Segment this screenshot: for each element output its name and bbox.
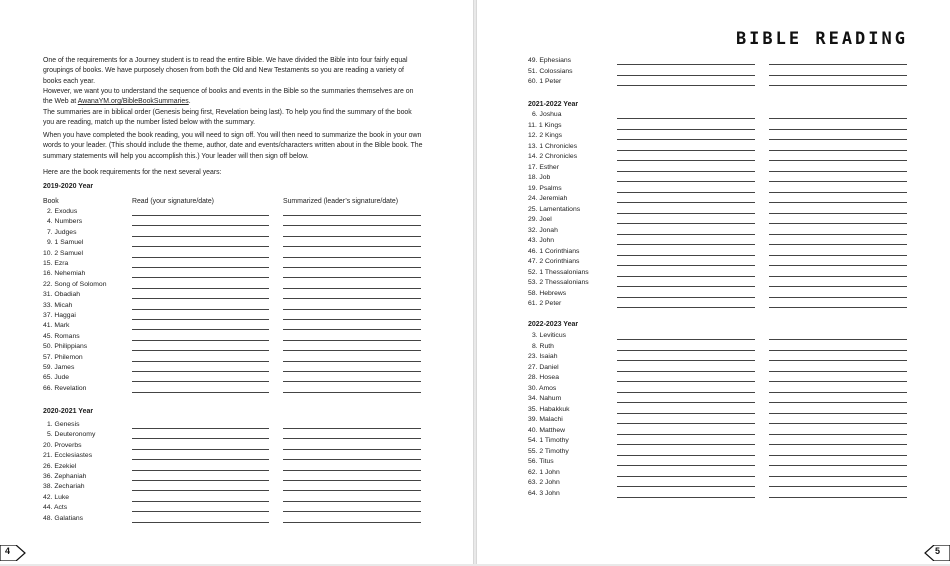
read-signature-line[interactable] (132, 449, 269, 450)
page-number-left (0, 545, 26, 561)
read-signature-line[interactable] (617, 497, 755, 498)
book-item: 42. Luke (43, 493, 70, 501)
book-item: 4. Numbers (47, 218, 83, 226)
summary-signature-line[interactable] (283, 309, 421, 310)
summary-signature-line[interactable] (769, 85, 907, 86)
summary-signature-line[interactable] (283, 298, 421, 299)
book-item: 45. Romans (43, 332, 80, 340)
page-title: BIBLE READING (735, 29, 908, 49)
read-signature-line[interactable] (132, 215, 269, 216)
year-heading-2021: 2021-2022 Year (528, 101, 579, 108)
book-item: 30. Amos (528, 384, 557, 392)
read-signature-line[interactable] (132, 236, 269, 237)
intro-paragraph: One of the requirements for a Journey student is to read the entire Bible. We have divided the Bible into four fairly equal groupings of books. We have purposely chosen from both the Old and New Testaments so you are reading a variety of books each year. (43, 57, 408, 85)
read-signature-line[interactable] (617, 234, 755, 235)
book-item: 65. Jude (43, 374, 70, 382)
summary-signature-line[interactable] (769, 171, 907, 172)
book-item: 40. Matthew (528, 426, 566, 434)
read-signature-line[interactable] (132, 459, 269, 460)
read-signature-line[interactable] (132, 392, 269, 393)
summary-signature-line[interactable] (769, 255, 907, 256)
book-item: 25. Lamentations (528, 205, 581, 213)
page-number-text: 4 (5, 546, 11, 556)
read-signature-line[interactable] (617, 244, 755, 245)
column-header-summarized: Summarized (leader’s signature/date) (283, 198, 399, 205)
page-tab-icon (0, 545, 26, 561)
summary-signature-line[interactable] (283, 480, 421, 481)
read-signature-line[interactable] (132, 309, 269, 310)
book-item: 5. Deuteronomy (47, 431, 96, 439)
read-signature-line[interactable] (617, 371, 755, 372)
read-signature-line[interactable] (617, 202, 755, 203)
read-signature-line[interactable] (617, 434, 755, 435)
book-item: 7. Judges (47, 228, 77, 236)
read-signature-line[interactable] (617, 392, 755, 393)
book-item: 39. Malachi (528, 416, 563, 423)
column-header-read: Read (your signature/date) (132, 198, 214, 205)
read-signature-line[interactable] (617, 255, 755, 256)
read-signature-line[interactable] (132, 288, 269, 289)
read-signature-line[interactable] (617, 276, 755, 277)
read-signature-line[interactable] (617, 118, 755, 119)
book-item: 49. Ephesians (528, 57, 572, 64)
book-item: 2. Exodus (47, 208, 78, 215)
summary-signature-line[interactable] (769, 213, 907, 214)
summary-signature-line[interactable] (769, 139, 907, 140)
book-item: 3. Leviticus (532, 332, 567, 339)
book-item: 28. Hosea (528, 374, 559, 381)
book-item: 53. 2 Thessalonians (528, 279, 589, 286)
summary-signature-line[interactable] (283, 267, 421, 268)
book-item: 57. Philemon (43, 353, 83, 361)
book-item: 10. 2 Samuel (43, 249, 84, 257)
summary-signature-line[interactable] (283, 392, 421, 393)
read-signature-line[interactable] (617, 85, 755, 86)
book-item: 38. Zechariah (43, 483, 85, 491)
read-signature-line[interactable] (132, 257, 269, 258)
column-header-book: Book (43, 198, 59, 205)
year-heading-2022: 2022-2023 Year (528, 321, 579, 328)
read-signature-line[interactable] (617, 360, 755, 361)
book-item: 56. Titus (528, 458, 554, 465)
book-item: 1. Genesis (47, 421, 80, 428)
book-item: 50. Philippians (43, 343, 88, 351)
book-item: 23. Isaiah (528, 353, 558, 360)
summary-signature-line[interactable] (283, 246, 421, 247)
book-item: 58. Hebrews (528, 289, 567, 297)
summary-signature-line[interactable] (769, 455, 907, 456)
summary-signature-line[interactable] (769, 465, 907, 466)
summary-signature-line[interactable] (283, 288, 421, 289)
read-signature-line[interactable] (132, 298, 269, 299)
summary-signature-line[interactable] (769, 265, 907, 266)
book-item: 66. Revelation (43, 384, 87, 392)
read-signature-line[interactable] (617, 339, 755, 340)
summary-signature-line[interactable] (283, 215, 421, 216)
read-signature-line[interactable] (132, 267, 269, 268)
year-heading-2019: 2019-2020 Year (43, 183, 94, 190)
summary-signature-line[interactable] (769, 234, 907, 235)
read-signature-line[interactable] (617, 350, 755, 351)
book-item: 61. 2 Peter (528, 300, 562, 307)
read-signature-line[interactable] (132, 319, 269, 320)
summary-signature-line[interactable] (769, 64, 907, 65)
book-item: 8. Ruth (532, 342, 554, 350)
read-signature-line[interactable] (132, 329, 269, 330)
summary-signature-line[interactable] (769, 223, 907, 224)
book-item: 26. Ezekiel (43, 462, 77, 470)
summary-signature-line[interactable] (769, 392, 907, 393)
book-item: 52. 1 Thessalonians (528, 268, 589, 276)
read-signature-line[interactable] (132, 511, 269, 512)
summary-signature-line[interactable] (769, 476, 907, 477)
read-signature-line[interactable] (617, 413, 755, 414)
book-item: 9. 1 Samuel (47, 239, 84, 247)
summary-signature-line[interactable] (283, 329, 421, 330)
book-item: 55. 2 Timothy (528, 447, 569, 455)
left-page (0, 0, 473, 564)
summary-signature-line[interactable] (769, 75, 907, 76)
summary-signature-line[interactable] (283, 438, 421, 439)
summary-signature-line[interactable] (283, 511, 421, 512)
read-signature-line[interactable] (617, 64, 755, 65)
summary-signature-line[interactable] (769, 118, 907, 119)
summary-signature-line[interactable] (283, 319, 421, 320)
book-item: 12. 2 Kings (528, 132, 563, 139)
summary-signature-line[interactable] (769, 413, 907, 414)
summary-signature-line[interactable] (769, 160, 907, 161)
summary-signature-line[interactable] (283, 257, 421, 258)
read-signature-line[interactable] (132, 246, 269, 247)
read-signature-line[interactable] (132, 522, 269, 523)
summary-signature-line[interactable] (769, 307, 907, 308)
read-signature-line[interactable] (617, 192, 755, 193)
summary-signature-line[interactable] (283, 225, 421, 226)
read-signature-line[interactable] (617, 307, 755, 308)
read-signature-line[interactable] (132, 490, 269, 491)
summary-signature-line[interactable] (769, 350, 907, 351)
summary-signature-line[interactable] (769, 192, 907, 193)
read-signature-line[interactable] (132, 428, 269, 429)
book-item: 27. Daniel (528, 363, 559, 371)
book-item: 15. Ezra (43, 260, 69, 267)
read-signature-line[interactable] (617, 171, 755, 172)
summary-signature-line[interactable] (283, 449, 421, 450)
book-item: 41. Mark (43, 322, 70, 330)
summary-signature-line[interactable] (769, 202, 907, 203)
book-item: 29. Joel (528, 216, 552, 223)
read-signature-line[interactable] (132, 361, 269, 362)
read-signature-line[interactable] (132, 277, 269, 278)
book-item: 37. Haggai (43, 312, 76, 319)
summary-signature-line[interactable] (769, 276, 907, 277)
summary-signature-line[interactable] (283, 381, 421, 382)
summary-signature-line[interactable] (283, 459, 421, 460)
read-signature-line[interactable] (132, 350, 269, 351)
book-item: 13. 1 Chronicles (528, 142, 578, 150)
summary-signature-line[interactable] (283, 277, 421, 278)
book-item: 62. 1 John (528, 468, 560, 476)
summary-signature-line[interactable] (283, 428, 421, 429)
summary-signature-line[interactable] (283, 501, 421, 502)
book-item: 18. Job (528, 174, 551, 181)
summary-signature-line[interactable] (769, 339, 907, 340)
book-item: 31. Obadiah (43, 291, 81, 299)
sequence-text: However, we want you to understand the sequence of books and events in the Bible so the summaries themselves are on the Web at (43, 88, 414, 106)
book-item: 48. Galatians (43, 514, 84, 522)
read-signature-line[interactable] (132, 501, 269, 502)
read-signature-line[interactable] (617, 139, 755, 140)
read-signature-line[interactable] (617, 129, 755, 130)
read-signature-line[interactable] (617, 297, 755, 298)
sequence-paragraph: However, we want you to understand the sequence of books and events in the Bible so the summaries themselves are on the Web at AwanaYM.org/BibleBookSummaries. (43, 88, 414, 106)
book-item: 35. Habakkuk (528, 405, 570, 413)
summary-signature-line[interactable] (769, 150, 907, 151)
year-heading-2020: 2020-2021 Year (43, 408, 94, 415)
read-signature-line[interactable] (617, 75, 755, 76)
summary-signature-line[interactable] (769, 181, 907, 182)
book-item: 11. 1 Kings (528, 121, 562, 129)
right-page (477, 0, 950, 564)
summary-signature-line[interactable] (283, 236, 421, 237)
book-item: 16. Nehemiah (43, 270, 86, 278)
summary-signature-line[interactable] (283, 361, 421, 362)
summary-signature-line[interactable] (283, 371, 421, 372)
requirements-paragraph: Here are the book requirements for the next several years: (43, 169, 222, 176)
read-signature-line[interactable] (617, 402, 755, 403)
read-signature-line[interactable] (132, 438, 269, 439)
book-item: 32. Jonah (528, 226, 558, 234)
summary-signature-line[interactable] (769, 497, 907, 498)
summary-signature-line[interactable] (769, 381, 907, 382)
read-signature-line[interactable] (132, 480, 269, 481)
summary-signature-line[interactable] (769, 371, 907, 372)
book-item: 47. 2 Corinthians (528, 258, 580, 265)
summary-signature-line[interactable] (769, 286, 907, 287)
read-signature-line[interactable] (132, 381, 269, 382)
read-signature-line[interactable] (617, 223, 755, 224)
signoff-paragraph: When you have completed the book reading, you will need to sign off. You will then need to summarize the book in your own words to your leader. (This should include the theme, author, date and events/characters written about in the Bible book. The summary statements will help you accomplish this.) Your leader will then sign off below. (43, 132, 423, 160)
read-signature-line[interactable] (617, 476, 755, 477)
page-number-text: 5 (935, 546, 941, 556)
summary-signature-line[interactable] (769, 129, 907, 130)
read-signature-line[interactable] (617, 160, 755, 161)
book-item: 17. Esther (528, 163, 559, 171)
book-item: 19. Psalms (528, 184, 562, 192)
summary-signature-line[interactable] (283, 470, 421, 471)
order-paragraph: The summaries are in biblical order (Genesis being first, Revelation being last). To help you find the summary of the book you are reading, match up the number listed below with the summary. (43, 109, 412, 127)
book-item: 46. 1 Corinthians (528, 247, 580, 255)
summary-signature-line[interactable] (769, 423, 907, 424)
summary-signature-line[interactable] (283, 490, 421, 491)
read-signature-line[interactable] (617, 286, 755, 287)
read-signature-line[interactable] (617, 213, 755, 214)
book-item: 21. Ecclesiastes (43, 452, 93, 460)
read-signature-line[interactable] (617, 486, 755, 487)
page-number-right (924, 545, 950, 561)
summary-signature-line[interactable] (283, 340, 421, 341)
read-signature-line[interactable] (132, 340, 269, 341)
summary-signature-line[interactable] (769, 244, 907, 245)
read-signature-line[interactable] (617, 423, 755, 424)
read-signature-line[interactable] (617, 444, 755, 445)
book-item: 33. Micah (43, 301, 73, 309)
read-signature-line[interactable] (617, 265, 755, 266)
book-item: 64. 3 John (528, 489, 560, 497)
summary-signature-line[interactable] (769, 360, 907, 361)
book-item: 34. Nahum (528, 395, 562, 402)
book-item: 44. Acts (43, 504, 68, 512)
summary-signature-line[interactable] (769, 486, 907, 487)
summary-signature-line[interactable] (283, 350, 421, 351)
summaries-link[interactable]: AwanaYM.org/BibleBookSummaries (77, 98, 189, 106)
read-signature-line[interactable] (617, 381, 755, 382)
book-item: 24. Jeremiah (528, 195, 568, 202)
read-signature-line[interactable] (132, 470, 269, 471)
read-signature-line[interactable] (617, 465, 755, 466)
book-item: 36. Zephaniah (43, 473, 87, 480)
book-item: 20. Proverbs (43, 441, 82, 449)
book-item: 14. 2 Chronicles (528, 153, 578, 160)
read-signature-line[interactable] (132, 371, 269, 372)
book-item: 22. Song of Solomon (43, 280, 107, 288)
read-signature-line[interactable] (617, 455, 755, 456)
book-item: 54. 1 Timothy (528, 437, 569, 444)
book-item: 63. 2 John (528, 479, 560, 486)
read-signature-line[interactable] (132, 225, 269, 226)
summary-signature-line[interactable] (769, 297, 907, 298)
book-item: 59. James (43, 364, 75, 371)
summary-signature-line[interactable] (283, 522, 421, 523)
summary-signature-line[interactable] (769, 444, 907, 445)
book-item: 6. Joshua (532, 111, 562, 118)
summary-signature-line[interactable] (769, 402, 907, 403)
book-item: 60. 1 Peter (528, 78, 562, 85)
book-item: 51. Colossians (528, 67, 573, 75)
read-signature-line[interactable] (617, 150, 755, 151)
read-signature-line[interactable] (617, 181, 755, 182)
book-item: 43. John (528, 237, 555, 244)
summary-signature-line[interactable] (769, 434, 907, 435)
